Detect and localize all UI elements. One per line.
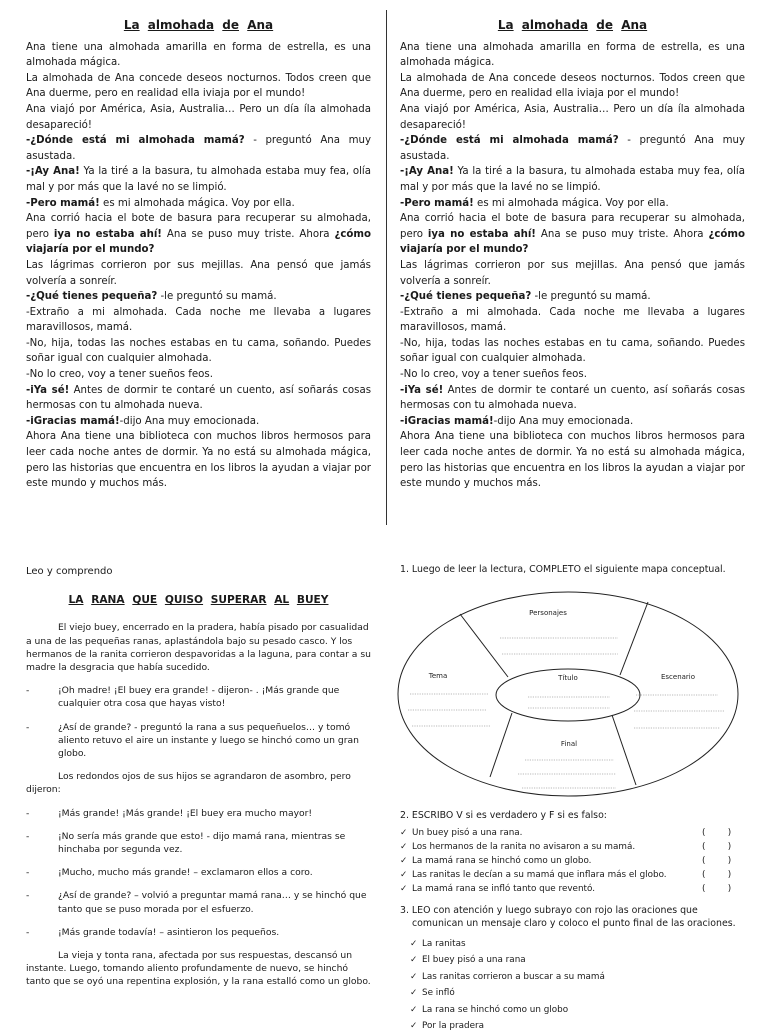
story-run: -No, hija, todas las noches estabas en tu cama, soñando. Puedes soñar igual con cualquier almohada. [400, 337, 745, 365]
story-bold-run: -¿Dónde está mi almohada mamá? [400, 135, 619, 147]
story-run: Ana corrió hacia el bote de basura para recuperar su almohada, pero [400, 213, 745, 240]
title-word: de [222, 18, 240, 32]
story-paragraph [26, 289, 371, 305]
story-paragraph [400, 164, 745, 195]
story-run: Las lágrimas corrieron por sus mejillas. Ana pensó que jamás volvería a sonreír. [400, 259, 745, 287]
column-divider [386, 10, 387, 525]
title-word: Ana [621, 18, 648, 32]
dash-marker: - [26, 926, 30, 938]
story-paragraph [26, 40, 371, 71]
story-paragraph [400, 71, 745, 102]
divider-line [612, 715, 636, 785]
story-paragraph [26, 414, 371, 430]
rana-text: ¿Así de grande? - preguntó la rana a sus pequeñuelos… y tomó aliento retuvo el aire un instante y luego se hinchó como un gran globo. [58, 721, 359, 760]
check-icon: ✓ [400, 856, 408, 866]
rana-text: ¡Más grande todavía! – asintieron los pequeños. [58, 926, 280, 938]
story-paragraph [400, 336, 745, 367]
dash-marker: - [26, 685, 30, 697]
story-bold-run: -¡Ay Ana! [400, 166, 454, 178]
sentence-text: Las ranitas corrieron a buscar a su mamá [422, 971, 605, 982]
sentence-list [410, 936, 745, 1034]
story-column-right [400, 18, 745, 492]
story-title [26, 18, 371, 34]
rana-paragraph [26, 866, 371, 879]
check-icon: ✓ [400, 828, 408, 838]
rana-text: ¡Más grande! ¡Más grande! ¡El buey era mucho mayor! [58, 807, 313, 819]
story-bold-run: -iGracias mamá! [26, 415, 120, 427]
story-run: -Extraño a mi almohada. Cada noche me llevaba a lugares maravillosos, mamá. [400, 306, 745, 334]
rana-paragraph: El viejo buey, encerrado en la pradera, había pisado por casualidad a una de las pequeñas ranas, aplastándola bajo su pesado casco. Y los hermanos de la ranita corrieron despavoridas a la laguna, para contar a su madre la desgracia que había sucedido. [26, 622, 371, 674]
rana-paragraph [26, 889, 371, 915]
statement-text: Un buey pisó a una rana. [412, 828, 523, 838]
rana-reading [26, 565, 371, 999]
true-false-item [400, 854, 745, 868]
story-column-left [26, 18, 371, 492]
story-run: -dijo Ana muy emocionada. [119, 415, 260, 427]
story-title-copy [400, 18, 745, 34]
title-word: AL [274, 594, 290, 607]
title-word: La [123, 18, 140, 32]
story-run: Ana tiene una almohada amarilla en forma de estrella, es una almohada mágica. [26, 41, 371, 69]
story-paragraph [400, 383, 745, 414]
check-icon: ✓ [410, 1004, 418, 1015]
check-icon: ✓ [410, 1021, 418, 1032]
story-run: Ya la tiré a la basura, tu almohada estaba muy fea, olía mal y por más que la lavé no se limpió. [26, 166, 371, 193]
activities [400, 563, 745, 1034]
statement-text: La mamá rana se hinchó como un globo. [412, 856, 592, 866]
story-run: Ahora Ana tiene una biblioteca con muchos libros hermosos para leer cada noche antes de dormir. Ya no está su almohada mágica, pero las historias que encuentra en los libros la ayudan a viajar por este mundo y muchos más. [400, 431, 745, 490]
title-word: La [497, 18, 514, 32]
story-run: La almohada de Ana concede deseos nocturnos. Todos creen que Ana duerme, pero en realidad ella iviaja por el mundo! [400, 72, 745, 100]
sentence-text: Por la pradera [422, 1021, 485, 1032]
divider-line [620, 602, 648, 675]
story-run: -No, hija, todas las noches estabas en tu cama, soñando. Puedes soñar igual con cualquier almohada. [26, 337, 371, 365]
story-paragraph [400, 40, 745, 71]
answer-blank[interactable]: ( ) [702, 870, 732, 880]
map-label-top: Personajes [529, 609, 567, 617]
story-paragraph [26, 196, 371, 212]
divider-line [490, 713, 512, 777]
true-false-item [400, 868, 745, 882]
statement-text: Las ranitas le decían a su mamá que inflara más el globo. [412, 870, 667, 880]
title-word: BUEY [296, 594, 329, 607]
rana-paragraph: La vieja y tonta rana, afectada por sus respuestas, descansó un instante. Luego, tomando aliento profundamente de nuevo, se hinchó tanto que se oyó una repentina explosión, y la rana estalló como un globo. [26, 950, 371, 988]
check-icon: ✓ [410, 971, 418, 982]
story-paragraph [26, 164, 371, 195]
rana-paragraph [26, 807, 371, 820]
title-word: RANA [91, 594, 125, 607]
story-run: Ya la tiré a la basura, tu almohada estaba muy fea, olía mal y por más que la lavé no se limpió. [400, 166, 745, 193]
story-run: -le preguntó su mamá. [157, 291, 277, 303]
title-word: QUE [132, 594, 158, 607]
dash-marker: - [26, 830, 30, 842]
answer-lines [408, 638, 724, 788]
story-run: es mi almohada mágica. Voy por ella. [99, 197, 295, 209]
story-bold-run: -iYa sé! [26, 384, 70, 396]
check-icon: ✓ [400, 870, 408, 880]
title-word: LA [68, 594, 84, 607]
story-run: es mi almohada mágica. Voy por ella. [473, 197, 669, 209]
dash-marker: - [26, 721, 30, 733]
story-bold-run: -¿Dónde está mi almohada mamá? [26, 135, 245, 147]
sentence-item [410, 1002, 745, 1018]
story-run: -No lo creo, voy a tener sueños feos. [26, 369, 213, 381]
title-word: de [596, 18, 614, 32]
story-paragraph [400, 133, 745, 164]
story-run: Ana se puso muy triste. Ahora [535, 228, 709, 240]
concept-map [390, 582, 745, 807]
story-bold-run: -¿Qué tienes pequeña? [26, 291, 158, 303]
check-icon: ✓ [400, 884, 408, 894]
story-run: Ana viajó por América, Asia, Australia… Pero un día íla almohada desapareció! [26, 103, 371, 131]
rana-paragraph: Los redondos ojos de sus hijos se agrandaron de asombro, pero dijeron: [26, 771, 351, 796]
story-bold-run: iya no estaba ahí! [427, 228, 536, 240]
sentence-text: El buey pisó a una rana [422, 955, 526, 966]
title-word: SUPERAR [210, 594, 267, 607]
story-paragraph [26, 211, 371, 258]
story-run: Ahora Ana tiene una biblioteca con muchos libros hermosos para leer cada noche antes de dormir. Ya no está su almohada mágica, pero las historias que encuentra en los libros la ayudan a viajar por este mundo y muchos más. [26, 431, 371, 490]
statement-text: La mamá rana se infló tanto que reventó. [412, 884, 596, 894]
dash-marker: - [26, 890, 30, 902]
story-run: - preguntó Ana muy asustada. [400, 135, 745, 162]
rana-paragraph [26, 830, 371, 856]
story-bold-run: -¡Ay Ana! [26, 166, 80, 178]
question-1: 1. Luego de leer la lectura, COMPLETO el siguiente mapa conceptual. [400, 564, 726, 575]
title-word: QUISO [164, 594, 204, 607]
rana-paragraph [26, 926, 371, 939]
statement-text: Los hermanos de la ranita no avisaron a su mamá. [412, 842, 636, 852]
dash-marker: - [26, 867, 30, 879]
story-run: -dijo Ana muy emocionada. [493, 415, 634, 427]
story-paragraph [400, 289, 745, 305]
true-false-item [400, 840, 745, 854]
rana-title [26, 594, 371, 607]
story-paragraph [400, 258, 745, 289]
story-run: La almohada de Ana concede deseos nocturnos. Todos creen que Ana duerme, pero en realidad ella iviaja por el mundo! [26, 72, 371, 100]
title-word: almohada [521, 18, 589, 32]
story-run: -Extraño a mi almohada. Cada noche me llevaba a lugares maravillosos, mamá. [26, 306, 371, 334]
story-run: Ana corrió hacia el bote de basura para recuperar su almohada, pero [26, 213, 371, 240]
story-body-copy [400, 40, 745, 492]
question-3: 3. LEO con atención y luego subrayo con rojo las oraciones que comunican un mensaje claro y coloco el punto final de las oraciones. [400, 905, 736, 929]
story-run: Ana viajó por América, Asia, Australia… Pero un día íla almohada desapareció! [400, 103, 745, 131]
true-false-list [400, 826, 745, 896]
answer-blank[interactable]: ( ) [702, 828, 732, 838]
story-body [26, 40, 371, 492]
story-bold-run: -Pero mamá! [400, 197, 474, 209]
check-icon: ✓ [410, 988, 418, 999]
story-bold-run: ¿cómo viajaría por el mundo? [26, 228, 372, 256]
sentence-text: La rana se hinchó como un globo [422, 1004, 569, 1015]
divider-line [460, 614, 508, 677]
sentence-item [410, 985, 745, 1001]
story-paragraph [26, 383, 371, 414]
rana-body [26, 621, 371, 988]
rana-paragraph [26, 684, 371, 710]
check-icon: ✓ [410, 955, 418, 966]
story-paragraph [26, 71, 371, 102]
answer-blank[interactable]: ( ) [702, 842, 732, 852]
story-paragraph [400, 305, 745, 336]
story-run: Ana se puso muy triste. Ahora [161, 228, 335, 240]
story-run: - preguntó Ana muy asustada. [26, 135, 371, 162]
sentence-item [410, 1018, 745, 1034]
story-paragraph [26, 305, 371, 336]
sentence-item [410, 936, 745, 952]
rana-paragraph [26, 721, 371, 761]
story-bold-run: -iYa sé! [400, 384, 444, 396]
story-paragraph [26, 336, 371, 367]
story-paragraph [26, 429, 371, 491]
reading-heading: Leo y comprendo [26, 566, 113, 577]
check-icon: ✓ [400, 842, 408, 852]
story-run: -le preguntó su mamá. [531, 291, 651, 303]
story-bold-run: -iGracias mamá! [400, 415, 494, 427]
story-run: -No lo creo, voy a tener sueños feos. [400, 369, 587, 381]
true-false-item [400, 882, 745, 896]
sentence-item [410, 969, 745, 985]
story-paragraph [400, 196, 745, 212]
story-bold-run: iya no estaba ahí! [53, 228, 162, 240]
story-paragraph [26, 102, 371, 133]
check-icon: ✓ [410, 939, 418, 949]
map-label-left: Tema [428, 672, 448, 680]
rana-text: ¡Mucho, mucho más grande! – exclamaron ellos a coro. [58, 867, 313, 879]
story-bold-run: ¿cómo viajaría por el mundo? [400, 228, 746, 256]
answer-blank[interactable]: ( ) [702, 884, 732, 894]
title-word: almohada [147, 18, 215, 32]
story-paragraph [400, 102, 745, 133]
answer-blank[interactable]: ( ) [702, 856, 732, 866]
rana-text: ¡No sería más grande que esto! - dijo mamá rana, mientras se hinchaba por segunda vez. [58, 830, 346, 856]
story-run: Antes de dormir te contaré un cuento, así soñarás cosas hermosas con tu almohada nueva. [26, 384, 372, 412]
sentence-text: La ranitas [422, 939, 466, 949]
story-run: Antes de dormir te contaré un cuento, así soñarás cosas hermosas con tu almohada nueva. [400, 384, 746, 412]
map-label-bottom: Final [560, 740, 578, 748]
question-2: 2. ESCRIBO V si es verdadero y F si es falso: [400, 810, 607, 821]
story-paragraph [400, 367, 745, 383]
map-label-center: Título [558, 674, 578, 682]
story-run: Las lágrimas corrieron por sus mejillas. Ana pensó que jamás volvería a sonreír. [26, 259, 371, 287]
map-label-right: Escenario [660, 673, 696, 681]
sentence-item [410, 952, 745, 968]
true-false-item [400, 826, 745, 840]
story-paragraph [400, 414, 745, 430]
story-paragraph [26, 133, 371, 164]
rana-text: ¡Oh madre! ¡El buey era grande! - dijeron- . ¡Más grande que cualquier otra cosa que hayas visto! [58, 685, 340, 710]
dash-marker: - [26, 807, 30, 819]
story-paragraph [400, 211, 745, 258]
story-paragraph [400, 429, 745, 491]
story-run: Ana tiene una almohada amarilla en forma de estrella, es una almohada mágica. [400, 41, 745, 69]
story-paragraph [26, 367, 371, 383]
rana-text: ¿Así de grande? – volvió a preguntar mamá rana… y se hinchó que tanto que se puso morada por el esfuerzo. [58, 890, 367, 915]
title-word: Ana [247, 18, 274, 32]
sentence-text: Se infló [422, 988, 455, 999]
story-bold-run: -Pero mamá! [26, 197, 100, 209]
story-bold-run: -¿Qué tienes pequeña? [400, 291, 532, 303]
story-paragraph [26, 258, 371, 289]
